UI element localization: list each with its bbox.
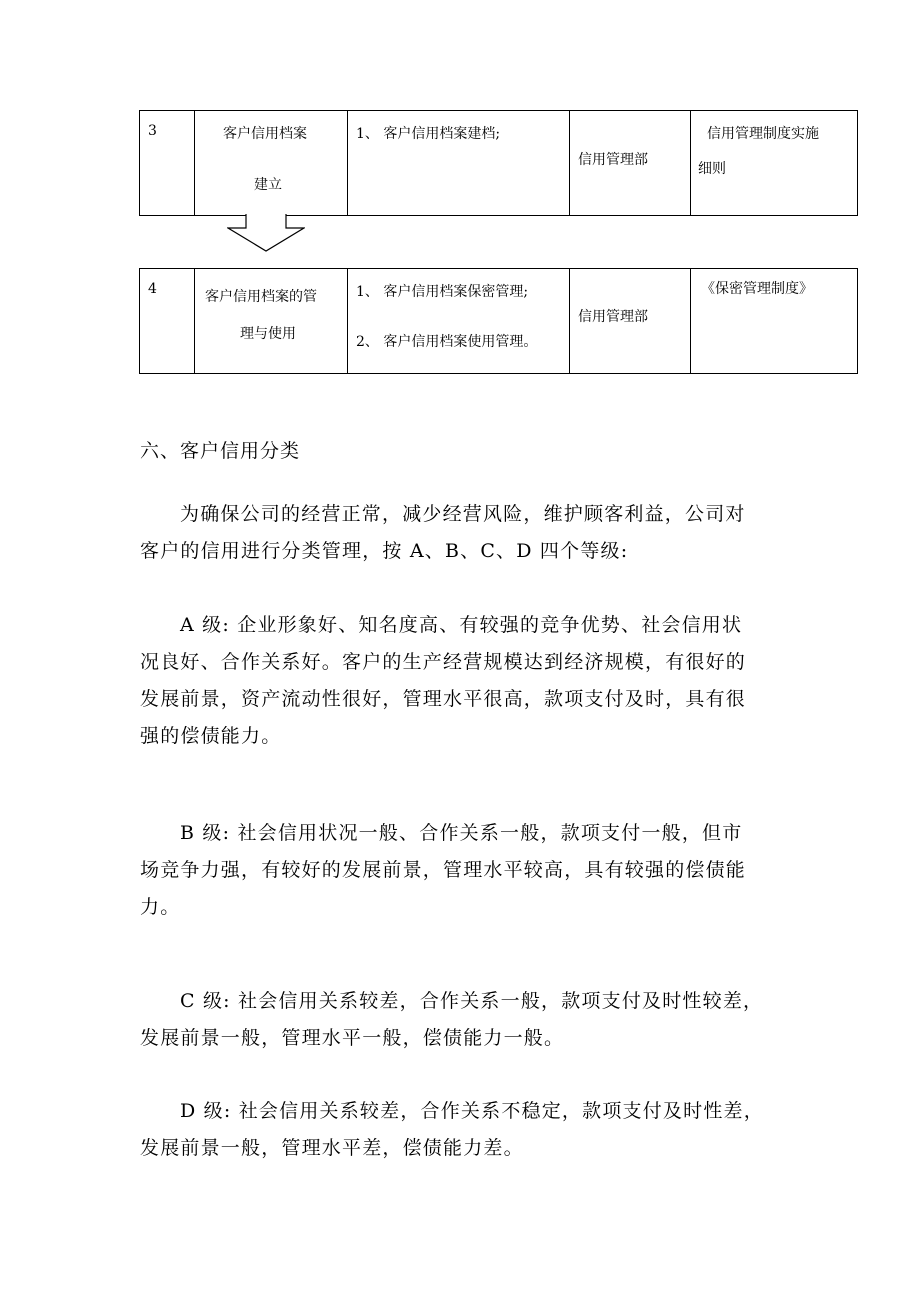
grade-c-paragraph [140, 983, 790, 1057]
paragraph-line: 发展前景一般，管理水平差，偿债能力差。 [140, 1137, 524, 1159]
step-content-cell [348, 111, 570, 216]
reference: 《保密管理制度》 [701, 281, 813, 297]
down-arrow-icon [227, 214, 305, 252]
reference-line-1: 信用管理制度实施 [707, 126, 819, 142]
step-name-line-1: 客户信用档案的管 [205, 289, 317, 305]
step-name-cell [195, 111, 348, 216]
intro-paragraph [140, 496, 790, 570]
paragraph-line: B 级: 社会信用状况一般、合作关系一般，款项支付一般，但市 [180, 822, 743, 844]
step-name-line-2: 建立 [254, 177, 282, 193]
process-table-step-3 [139, 110, 858, 216]
paragraph-line: A 级: 企业形象好、知名度高、有较强的竞争优势、社会信用状 [180, 614, 743, 636]
paragraph-line: C 级: 社会信用关系较差，合作关系一般，款项支付及时性较差， [180, 990, 764, 1012]
step-content-line-1: 1、 客户信用档案建档; [356, 126, 501, 142]
step-name-line-1: 客户信用档案 [223, 126, 307, 142]
step-content-line-1: 1、 客户信用档案保密管理; [356, 284, 529, 300]
department-cell [570, 111, 691, 216]
grade-d-paragraph [140, 1093, 790, 1167]
step-number: 4 [148, 281, 157, 297]
step-content-line-2: 2、 客户信用档案使用管理。 [356, 334, 538, 350]
reference-line-2: 细则 [698, 161, 726, 177]
grade-a-paragraph [140, 607, 790, 755]
step-name-cell [195, 269, 348, 374]
department-cell [570, 269, 691, 374]
paragraph-line: 场竞争力强，有较好的发展前景，管理水平较高，具有较强的偿债能 [140, 859, 747, 881]
paragraph-line: 客户的信用进行分类管理，按 A、B、C、D 四个等级: [140, 540, 629, 562]
reference-cell [691, 269, 858, 374]
step-number: 3 [148, 123, 157, 139]
department: 信用管理部 [578, 309, 648, 325]
paragraph-line: 况良好、合作关系好。客户的生产经营规模达到经济规模，有很好的 [140, 651, 747, 673]
step-number-cell [140, 269, 195, 374]
paragraph-line: 发展前景一般，管理水平一般，偿债能力一般。 [140, 1027, 565, 1049]
paragraph-line: 为确保公司的经营正常，减少经营风险，维护顾客利益，公司对 [180, 503, 746, 525]
paragraph-line: 发展前景，资产流动性很好，管理水平很高，款项支付及时，具有很 [140, 688, 747, 710]
table-row [140, 269, 858, 374]
paragraph-line: D 级: 社会信用关系较差，合作关系不稳定，款项支付及时性差， [180, 1100, 764, 1122]
paragraph-line: 强的偿债能力。 [140, 725, 282, 747]
step-name-line-2: 理与使用 [240, 326, 296, 342]
section-heading: 六、客户信用分类 [140, 440, 301, 462]
grade-b-paragraph [140, 815, 790, 926]
reference-cell [691, 111, 858, 216]
paragraph-line: 力。 [140, 896, 181, 918]
table-row [140, 111, 858, 216]
step-number-cell [140, 111, 195, 216]
step-content-cell [348, 269, 570, 374]
process-table-step-4 [139, 268, 858, 374]
department: 信用管理部 [578, 152, 648, 168]
